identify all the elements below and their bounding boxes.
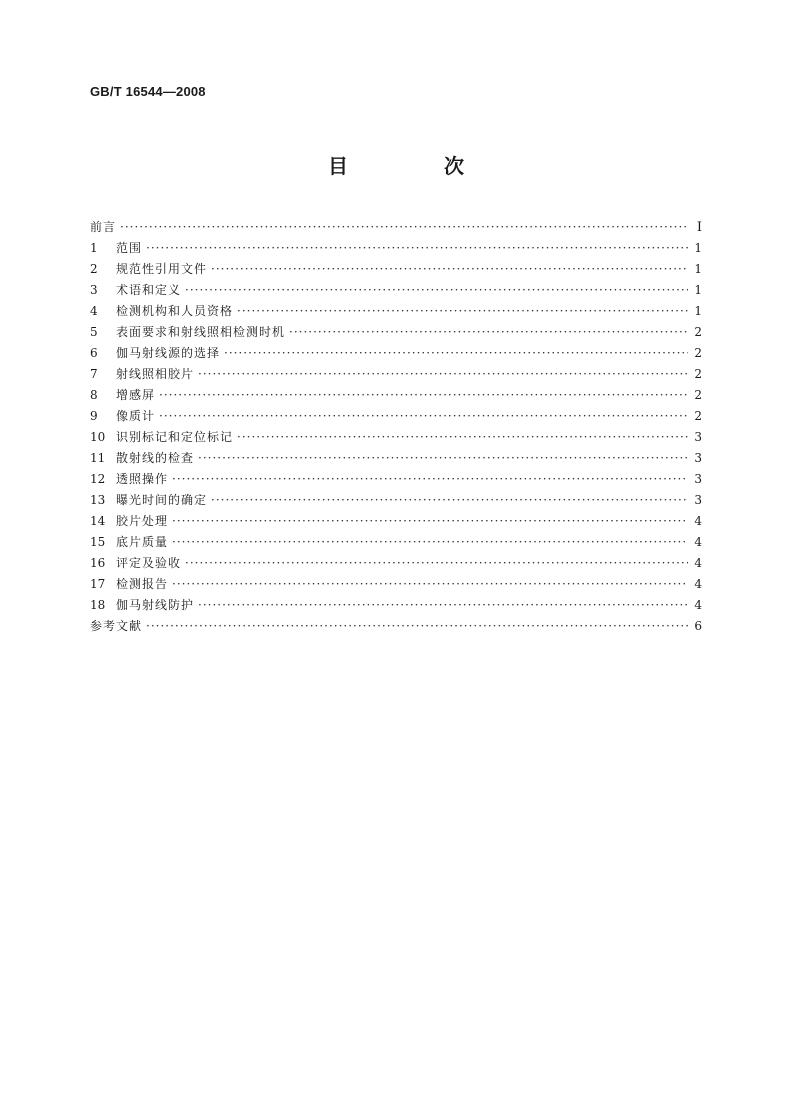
- toc-entry-page: 2: [694, 367, 702, 381]
- toc-entry-page: 6: [694, 619, 702, 633]
- toc-entry-page: 4: [694, 577, 702, 591]
- toc-entry-2[interactable]: [90, 259, 702, 280]
- toc-entry-number: 9: [90, 409, 98, 423]
- dot-leader: [237, 427, 688, 448]
- toc-entry-number: 2: [90, 262, 98, 276]
- dot-leader: [198, 448, 688, 469]
- toc-entry-7[interactable]: [90, 364, 702, 385]
- toc-entry-3[interactable]: [90, 280, 702, 301]
- toc-entry-label: 曝光时间的确定: [116, 493, 208, 507]
- toc-entry-number: 18: [90, 598, 106, 612]
- toc-entry-4[interactable]: [90, 301, 702, 322]
- toc-entry-page: Ⅰ: [696, 220, 702, 235]
- toc-entry-label: 透照操作: [116, 472, 169, 486]
- toc-entry-number: 8: [90, 388, 98, 402]
- toc-entry-10[interactable]: [90, 427, 702, 448]
- toc-title: 目 次: [328, 154, 502, 178]
- toc-entry-label: 前言: [90, 220, 117, 234]
- toc-entry-number: 3: [90, 283, 98, 297]
- toc-entry-foreword[interactable]: [90, 217, 702, 238]
- toc-entry-page: 3: [694, 451, 702, 465]
- dot-leader: [172, 511, 688, 532]
- dot-leader: [159, 406, 688, 427]
- toc-entry-page: 3: [694, 430, 702, 444]
- toc-entry-number: 10: [90, 430, 106, 444]
- toc-entry-17[interactable]: [90, 574, 702, 595]
- toc-entry-number: 14: [90, 514, 106, 528]
- toc-entry-page: 4: [694, 598, 702, 612]
- toc-entry-number: 17: [90, 577, 106, 591]
- toc-entry-page: 4: [694, 556, 702, 570]
- toc-entry-label: 检测报告: [116, 577, 169, 591]
- toc-entry-page: 4: [694, 514, 702, 528]
- toc-entry-label: 底片质量: [116, 535, 169, 549]
- toc-entry-page: 1: [694, 304, 702, 318]
- toc-entry-label: 评定及验收: [116, 556, 182, 570]
- toc-entry-6[interactable]: [90, 343, 702, 364]
- toc-entry-label: 范围: [116, 241, 143, 255]
- toc-entry-label: 胶片处理: [116, 514, 169, 528]
- toc-entry-14[interactable]: [90, 511, 702, 532]
- toc-entry-1[interactable]: [90, 238, 702, 259]
- toc-entry-5[interactable]: [90, 322, 702, 343]
- dot-leader: [172, 469, 688, 490]
- dot-leader: [172, 532, 688, 553]
- dot-leader: [185, 280, 688, 301]
- toc-entry-number: 5: [90, 325, 98, 339]
- dot-leader: [159, 385, 688, 406]
- toc-entry-label: 检测机构和人员资格: [116, 304, 234, 318]
- toc-entry-number: 11: [90, 451, 106, 465]
- toc-entry-label: 增感屏: [116, 388, 156, 402]
- toc-entry-label: 表面要求和射线照相检测时机: [116, 325, 286, 339]
- toc-entry-13[interactable]: [90, 490, 702, 511]
- toc-entry-page: 3: [694, 493, 702, 507]
- dot-leader: [172, 574, 688, 595]
- toc-entry-number: 15: [90, 535, 106, 549]
- dot-leader: [211, 490, 688, 511]
- toc-entry-page: 1: [694, 283, 702, 297]
- dot-leader: [198, 595, 688, 616]
- toc-entry-8[interactable]: [90, 385, 702, 406]
- dot-leader: [146, 616, 688, 637]
- toc-entry-15[interactable]: [90, 532, 702, 553]
- toc-entry-number: 12: [90, 472, 106, 486]
- standard-code: GB/T 16544—2008: [90, 84, 206, 99]
- dot-leader: [198, 364, 688, 385]
- toc-entry-label: 识别标记和定位标记: [116, 430, 234, 444]
- dot-leader: [237, 301, 688, 322]
- toc-entry-18[interactable]: [90, 595, 702, 616]
- toc-entry-label: 像质计: [116, 409, 156, 423]
- toc-entry-page: 3: [694, 472, 702, 486]
- toc-entry-page: 2: [694, 388, 702, 402]
- toc-entry-12[interactable]: [90, 469, 702, 490]
- toc-entry-number: 4: [90, 304, 98, 318]
- toc-entry-label: 散射线的检查: [116, 451, 195, 465]
- dot-leader: [211, 259, 688, 280]
- toc-entry-label: 射线照相胶片: [116, 367, 195, 381]
- toc-entry-label: 术语和定义: [116, 283, 182, 297]
- toc-entry-number: 7: [90, 367, 98, 381]
- toc-entry-page: 4: [694, 535, 702, 549]
- toc-entry-page: 2: [694, 325, 702, 339]
- toc-entry-references[interactable]: [90, 616, 702, 637]
- dot-leader: [224, 343, 688, 364]
- toc-entry-page: 1: [694, 241, 702, 255]
- toc-entry-11[interactable]: [90, 448, 702, 469]
- toc-entry-number: 13: [90, 493, 106, 507]
- toc-entry-number: 6: [90, 346, 98, 360]
- dot-leader: [146, 238, 688, 259]
- toc-entry-label: 规范性引用文件: [116, 262, 208, 276]
- toc-entry-9[interactable]: [90, 406, 702, 427]
- toc-entry-number: 16: [90, 556, 106, 570]
- dot-leader: [289, 322, 688, 343]
- toc-entry-label: 参考文献: [90, 619, 143, 633]
- toc-entry-16[interactable]: [90, 553, 702, 574]
- toc-list: [90, 217, 702, 637]
- toc-entry-number: 1: [90, 241, 98, 255]
- toc-entry-page: 2: [694, 409, 702, 423]
- toc-entry-label: 伽马射线防护: [116, 598, 195, 612]
- dot-leader: [120, 217, 688, 238]
- toc-entry-label: 伽马射线源的选择: [116, 346, 221, 360]
- toc-entry-page: 2: [694, 346, 702, 360]
- dot-leader: [185, 553, 688, 574]
- toc-entry-page: 1: [694, 262, 702, 276]
